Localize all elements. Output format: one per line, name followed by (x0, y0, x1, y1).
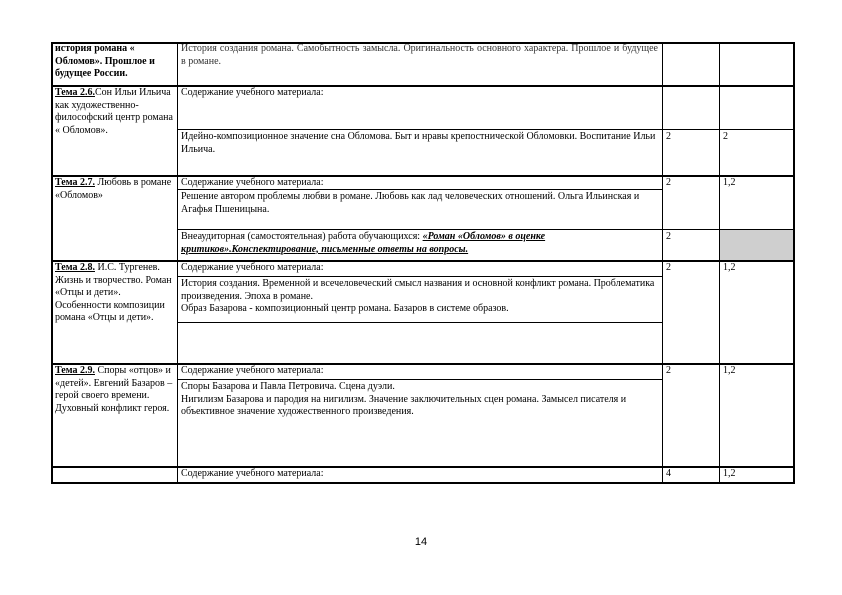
content-cell: История создания. Временной и всечеловеческий смысл названия и основной конфликт романа. Проблематика произведения. Эпоха в романе. Образ Базарова - композиционный центр романа. Базаров в системе образов. (181, 278, 655, 314)
shaded-cell (719, 230, 795, 260)
topic-cell: Тема 2.8. И.С. Тургенев. Жизнь и творчество. Роман «Отцы и дети». Особенности композиции романа «Отцы и дети». (55, 262, 172, 323)
page-number: 14 (414, 536, 428, 548)
subrow-divider (177, 129, 795, 130)
level-cell: 1,2 (723, 262, 736, 273)
hours-cell: 2 (666, 131, 671, 142)
subrow-divider (177, 379, 662, 380)
content-cell: Споры Базарова и Павла Петровича. Сцена дуэли. Нигилизм Базарова и пародия на нигилизм. Значение заключительных сцен романа. Замысел писателя и объективное значение художественного произведения. (181, 381, 627, 417)
row-divider (51, 260, 795, 262)
content-cell: Решение автором проблемы любви в романе. Любовь как лад человеческих отношений. Ольга Ильинская и Агафья Пшеницына. (181, 191, 640, 215)
independent-work-cell: Внеаудиторная (самостоятельная) работа обучающихся: «Роман «Обломов» в оценке критиков».Конспектирование, письменные ответы на вопросы. (181, 231, 546, 255)
empty-content-cell (177, 323, 662, 325)
level-cell: 1,2 (723, 177, 736, 188)
column-divider (177, 42, 178, 484)
content-header: Содержание учебного материала: (181, 177, 324, 188)
hours-cell: 2 (666, 262, 671, 273)
hours-cell: 2 (666, 231, 671, 242)
row-divider (51, 85, 795, 87)
content-header: Содержание учебного материала: (181, 262, 324, 273)
row-divider (51, 175, 795, 177)
topic-cell: Тема 2.9. Споры «отцов» и «детей». Евгений Базаров – герой своего времени. Духовный конфликт героя. (55, 365, 173, 414)
subrow-divider (177, 276, 662, 277)
table-border-top (51, 42, 795, 44)
topic-cell: Тема 2.7. Любовь в романе «Обломов» (55, 177, 172, 201)
level-cell: 1,2 (723, 365, 736, 376)
table-border-left (51, 42, 53, 484)
table-border-bottom (51, 482, 795, 484)
level-cell: 1,2 (723, 468, 736, 479)
topic-cell: история романа « Обломов». Прошлое и будущее России. (55, 43, 155, 79)
column-divider (719, 42, 720, 484)
content-header: Содержание учебного материала: (181, 365, 324, 376)
table-border-right (793, 42, 795, 484)
content-cell: Идейно-композиционное значение сна Обломова. Быт и нравы крепостнической Обломовки. Воспитание Ильи Ильича. (181, 131, 656, 155)
column-divider (662, 42, 663, 484)
content-cell: История создания романа. Самобытность замысла. Оригинальность основного характера. Прошлое и будущее в романе. (181, 43, 658, 67)
row-divider (51, 466, 795, 468)
subrow-divider (177, 189, 662, 190)
content-header: Содержание учебного материала: (181, 468, 324, 479)
hours-cell: 4 (666, 468, 671, 479)
subrow-divider (177, 229, 795, 230)
content-header: Содержание учебного материала: (181, 87, 324, 98)
hours-cell: 2 (666, 365, 671, 376)
hours-cell: 2 (666, 177, 671, 188)
topic-cell: Тема 2.6.Сон Ильи Ильича как художественно-философский центр романа « Обломов». (55, 87, 173, 136)
row-divider (51, 363, 795, 365)
curriculum-table (51, 42, 795, 484)
subrow-divider (177, 322, 662, 323)
level-cell: 2 (723, 131, 728, 142)
